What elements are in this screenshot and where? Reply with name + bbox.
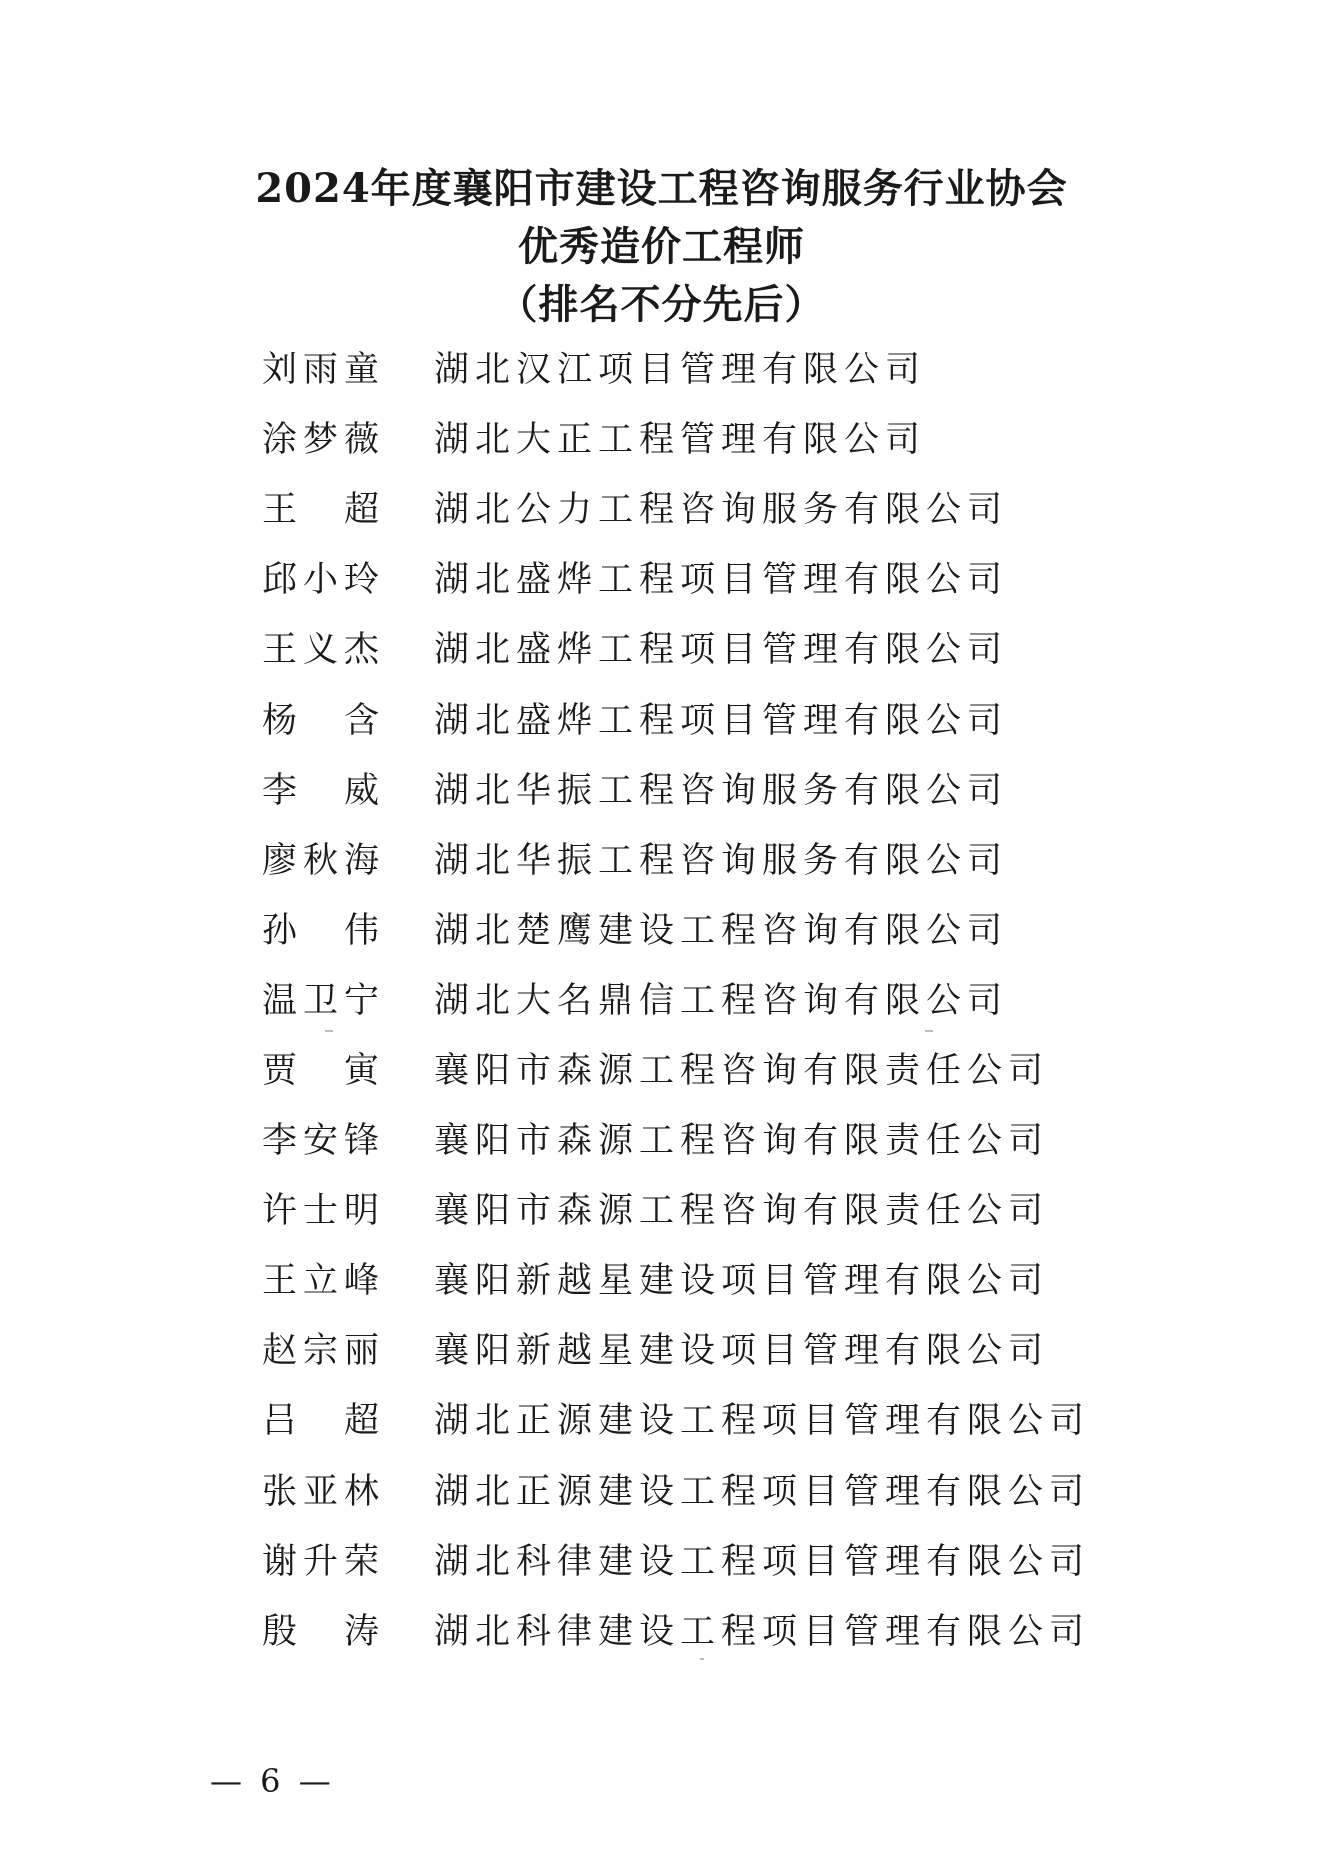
company-name: 襄阳市森源工程咨询有限责任公司	[434, 1050, 1050, 1091]
person-name	[262, 342, 434, 392]
company-name: 湖北公力工程咨询服务有限公司	[434, 490, 1009, 531]
person-name	[262, 833, 434, 883]
person-name	[262, 1113, 434, 1163]
person-name-text: 王义杰	[262, 630, 386, 671]
list-item	[262, 1243, 1162, 1313]
person-name	[262, 412, 434, 462]
list-item	[262, 332, 1162, 402]
page-number: — 6 —	[210, 1762, 335, 1800]
company-name: 襄阳市森源工程咨询有限责任公司	[434, 1121, 1050, 1162]
person-name	[262, 482, 434, 532]
company-name: 湖北盛烨工程项目管理有限公司	[434, 560, 1009, 601]
person-name-text: 邱小玲	[262, 560, 386, 601]
person-name-text: 殷 涛	[262, 1611, 386, 1652]
person-name	[262, 1323, 434, 1373]
list-item	[262, 1524, 1162, 1594]
person-name-text: 王 超	[262, 490, 386, 531]
list-item	[262, 612, 1162, 682]
company-name: 湖北大正工程管理有限公司	[434, 420, 927, 461]
person-name	[262, 1464, 434, 1514]
list-item	[262, 823, 1162, 893]
person-name	[262, 1393, 434, 1443]
person-name-text: 廖秋海	[262, 840, 386, 881]
person-name-text: 杨 含	[262, 700, 386, 741]
company-name: 襄阳新越星建设项目管理有限公司	[434, 1261, 1050, 1302]
person-name-text: 王立峰	[262, 1261, 386, 1302]
person-name-text: 许士明	[262, 1191, 386, 1232]
person-name-text: 孙 伟	[262, 910, 386, 951]
person-name-text: 涂梦薇	[262, 420, 386, 461]
person-name-text: 贾 寅	[262, 1050, 386, 1091]
company-name: 湖北正源建设工程项目管理有限公司	[434, 1471, 1091, 1512]
person-name	[262, 622, 434, 672]
company-name: 襄阳市森源工程咨询有限责任公司	[434, 1191, 1050, 1232]
company-name: 湖北正源建设工程项目管理有限公司	[434, 1401, 1091, 1442]
company-name: 湖北大名鼎信工程咨询有限公司	[434, 980, 1009, 1021]
list-item	[262, 402, 1162, 472]
list-item	[262, 542, 1162, 612]
list-item	[262, 472, 1162, 542]
person-name	[262, 552, 434, 602]
person-name-text: 刘雨童	[262, 350, 386, 391]
person-name-text: 赵宗丽	[262, 1331, 386, 1372]
company-name: 湖北盛烨工程项目管理有限公司	[434, 700, 1009, 741]
person-name	[262, 1183, 434, 1233]
title-line-3: （排名不分先后）	[497, 281, 826, 328]
person-name	[262, 1253, 434, 1303]
company-name: 湖北楚鹰建设工程咨询有限公司	[434, 910, 1009, 951]
list-item	[262, 1103, 1162, 1173]
person-name-text: 吕 超	[262, 1401, 386, 1442]
person-name-text: 李 威	[262, 770, 386, 811]
person-name	[262, 1043, 434, 1093]
company-name: 湖北汉江项目管理有限公司	[434, 350, 927, 391]
person-name	[262, 693, 434, 743]
person-name	[262, 1604, 434, 1654]
list-item	[262, 682, 1162, 752]
company-name: 襄阳新越星建设项目管理有限公司	[434, 1331, 1050, 1372]
award-list	[262, 332, 1162, 1664]
list-item	[262, 1313, 1162, 1383]
document-title	[0, 160, 1323, 334]
list-item	[262, 1033, 1162, 1103]
list-item	[262, 893, 1162, 963]
person-name	[262, 973, 434, 1023]
list-item	[262, 1594, 1162, 1664]
company-name: 湖北科律建设工程项目管理有限公司	[434, 1541, 1091, 1582]
person-name	[262, 1534, 434, 1584]
list-item	[262, 753, 1162, 823]
title-line-2: 优秀造价工程师	[518, 223, 805, 270]
list-item	[262, 1454, 1162, 1524]
person-name	[262, 763, 434, 813]
title-line-1: 2024年度襄阳市建设工程咨询服务行业协会	[255, 165, 1068, 212]
person-name-text: 张亚林	[262, 1471, 386, 1512]
scan-speck	[325, 1030, 333, 1032]
scan-speck	[700, 1658, 704, 1660]
person-name	[262, 903, 434, 953]
company-name: 湖北华振工程咨询服务有限公司	[434, 770, 1009, 811]
company-name: 湖北盛烨工程项目管理有限公司	[434, 630, 1009, 671]
list-item	[262, 1173, 1162, 1243]
list-item	[262, 1383, 1162, 1453]
scan-speck	[925, 1030, 933, 1032]
person-name-text: 李安锋	[262, 1121, 386, 1162]
person-name-text: 温卫宁	[262, 980, 386, 1021]
company-name: 湖北华振工程咨询服务有限公司	[434, 840, 1009, 881]
list-item	[262, 963, 1162, 1033]
company-name: 湖北科律建设工程项目管理有限公司	[434, 1611, 1091, 1652]
person-name-text: 谢升荣	[262, 1541, 386, 1582]
